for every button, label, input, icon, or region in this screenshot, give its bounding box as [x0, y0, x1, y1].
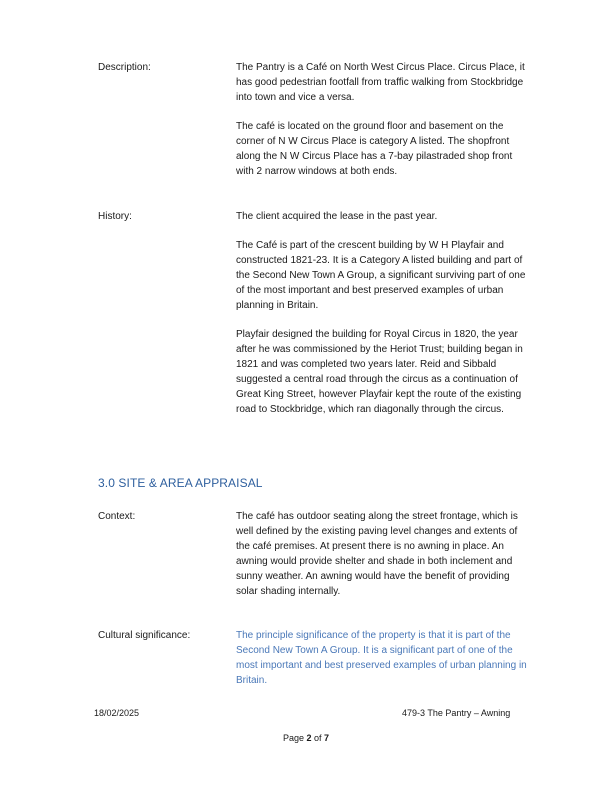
footer-project: 479-3 The Pantry – Awning [402, 708, 511, 718]
page-of: of [314, 733, 322, 743]
section-heading: 3.0 SITE & AREA APPRAISAL [98, 476, 263, 490]
cultural-body [236, 628, 528, 702]
history-paragraph-2: The Café is part of the crescent building by W H Playfair and constructed 1821-23. It is a Category A listed building and part of the Second New Town A Group, a significant surviving part of one of the most important and best preserved examples of urban planning in Britain. [236, 240, 526, 311]
cultural-label: Cultural significance: [98, 630, 191, 641]
context-paragraph-1: The café has outdoor seating along the street frontage, which is well defined by the existing paving level changes and extents of the café premises. At present there is no awning in place. An awning would provide shelter and shade in both inclement and sunny weather. An awning would have the benefit of providing solar shading internally. [236, 511, 518, 597]
context-body [236, 509, 528, 613]
context-label: Context: [98, 511, 136, 522]
description-body [236, 60, 528, 193]
footer-date: 18/02/2025 [94, 708, 140, 718]
description-paragraph-1: The Pantry is a Café on North West Circus Place. Circus Place, it has good pedestrian footfall from traffic walking from Stockbridge into town and vice a versa. [236, 62, 525, 103]
history-body [236, 209, 528, 431]
page-total: 7 [324, 733, 330, 743]
history-paragraph-3: Playfair designed the building for Royal Circus in 1820, the year after he was commissioned by the Heriot Trust; building began in 1821 and was completed two years later. Reid and Sibbald suggested a central road through the circus as a continuation of Great King Street, however Playfair kept the route of the existing road to Stockbridge, which ran diagonally through the circus. [236, 329, 523, 415]
history-paragraph-1: The client acquired the lease in the past year. [236, 211, 438, 222]
page-prefix: Page [282, 733, 304, 743]
page-number [0, 733, 612, 743]
history-label: History: [98, 211, 132, 222]
description-paragraph-2: The café is located on the ground floor and basement on the corner of N W Circus Place is category A listed. The shopfront along the N W Circus Place has a 7-bay pilastraded shop front with 2 narrow windows at both ends. [236, 121, 513, 177]
cultural-paragraph-1: The principle significance of the property is that it is part of the Second New Town A Group. It is a significant part of one of the most important and best preserved examples of urban planning in Britain. [236, 630, 527, 686]
description-label: Description: [98, 62, 151, 73]
page-current: 2 [306, 733, 312, 743]
